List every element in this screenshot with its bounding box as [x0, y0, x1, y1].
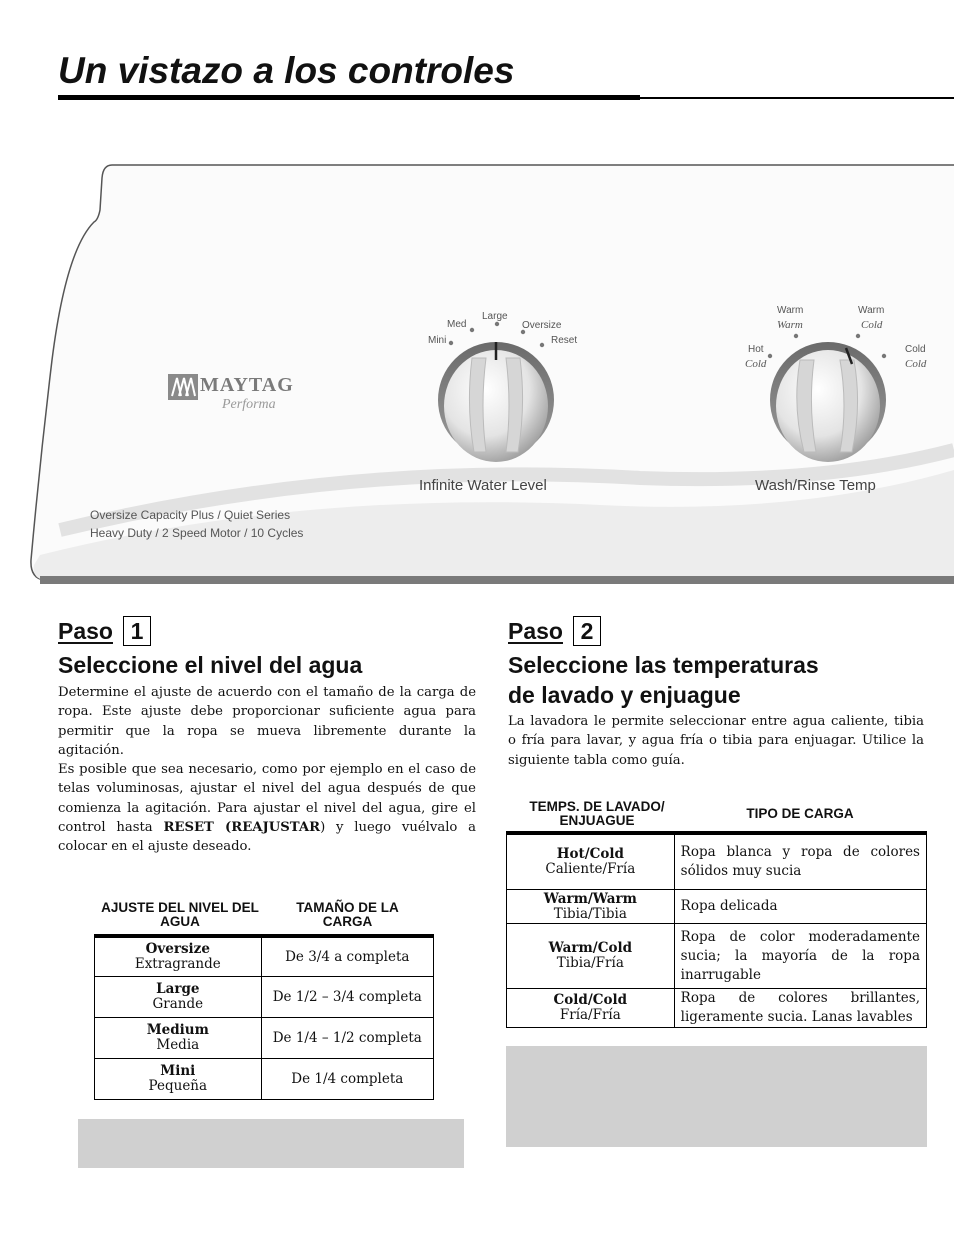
- water-table-header-setting: AJUSTE DEL NIVEL DEL AGUA: [101, 900, 259, 929]
- water-setting-med: Med: [447, 319, 467, 330]
- load-type-cell: Ropa blanca y ropa de colores sólidos muy sucia: [674, 835, 926, 890]
- temp-setting-hot-top: Hot: [748, 344, 764, 355]
- temp-cell: [507, 890, 675, 924]
- temp-cell: [507, 835, 675, 890]
- model-line-2: Heavy Duty / 2 Speed Motor / 10 Cycles: [90, 526, 304, 540]
- temp-es: Tibia/Tibia: [553, 905, 627, 922]
- setting-es: Extragrande: [134, 956, 221, 972]
- temp-en: Hot/Cold: [556, 846, 624, 862]
- water-setting-reset: Reset: [551, 335, 578, 346]
- step2-heading-line2: de lavado y enjuague: [508, 682, 741, 708]
- temp-setting-warm-top: Warm: [777, 305, 804, 316]
- step1-paragraph-1: Determine el ajuste de acuerdo con el tamaño de la carga de ropa. Este ajuste debe proporcionar suficiente agua para permitir que la ropa se mueva libremente durante la agitación.: [58, 685, 476, 758]
- water-level-table: [94, 937, 434, 1100]
- load-cell: De 1/4 completa: [261, 1059, 433, 1100]
- temp-setting-hot-bottom: Cold: [745, 358, 767, 370]
- temp-setting-warmcold-top: Warm: [858, 305, 885, 316]
- setting-en: Mini: [160, 1063, 196, 1079]
- setting-es: Grande: [152, 996, 204, 1012]
- table-row: [95, 1059, 434, 1100]
- temp-en: Warm/Warm: [543, 890, 637, 907]
- step1-paragraph-2: [58, 760, 476, 856]
- step1-number: 1: [123, 616, 151, 646]
- table-row: [507, 924, 927, 989]
- step2-gray-box: [506, 1046, 927, 1147]
- step2-paso: [508, 616, 601, 646]
- load-type-cell: Ropa delicada: [674, 890, 926, 924]
- load-cell: De 1/4 – 1/2 completa: [261, 1018, 433, 1059]
- temp-setting-warmcold-bottom: Cold: [861, 319, 883, 331]
- step1-paso-label: Paso: [58, 617, 113, 644]
- title-rule-thin: [640, 97, 954, 99]
- table-row: [507, 835, 927, 890]
- setting-cell: [95, 938, 262, 977]
- step2-heading: [508, 650, 819, 710]
- brand-sub: Performa: [222, 397, 276, 412]
- temp-setting-warm-bottom: Warm: [777, 319, 803, 331]
- table-row: [95, 977, 434, 1018]
- page-title: Un vistazo a los controles: [58, 50, 515, 91]
- temp-es: Tibia/Fría: [556, 955, 624, 971]
- load-type-cell: Ropa de colores brillantes, ligeramente sucia. Lanas lavables: [674, 989, 926, 1028]
- step1-heading: Seleccione el nivel del agua: [58, 652, 363, 678]
- setting-es: Pequeña: [148, 1078, 208, 1094]
- temp-cell: [507, 989, 675, 1028]
- step1-para2-bold: RESET (REAJUSTAR: [163, 819, 321, 835]
- water-setting-mini: Mini: [428, 335, 447, 346]
- setting-en: Medium: [146, 1022, 209, 1038]
- setting-en: Oversize: [145, 941, 210, 957]
- step1-paso: [58, 616, 151, 646]
- step1-para2-before: Es posible que sea necesario, como por ejemplo en el caso de telas voluminosas, ajustar el nivel del agua después de que comienza la agitación. Para ajustar el nivel del agua, gire el control hasta: [58, 762, 476, 835]
- temp-es: Fría/Fría: [559, 1007, 621, 1023]
- load-cell: De 3/4 a completa: [261, 938, 433, 977]
- water-setting-large: Large: [482, 311, 508, 322]
- temp-setting-cold-top: Cold: [905, 344, 926, 355]
- temp-cell: [507, 924, 675, 989]
- load-cell: De 1/2 – 3/4 completa: [261, 977, 433, 1018]
- table-row: [507, 890, 927, 924]
- step2-paso-label: Paso: [508, 617, 563, 644]
- temp-table-header-temps: TEMPS. DE LAVADO/ ENJUAGUE: [529, 799, 665, 828]
- model-line-1: Oversize Capacity Plus / Quiet Series: [90, 508, 291, 522]
- setting-cell: [95, 1059, 262, 1100]
- temp-table-header-load: TIPO DE CARGA: [746, 806, 854, 821]
- load-type-cell: Ropa de color moderadamente sucia; la mayoría de la ropa inarrugable: [674, 924, 926, 989]
- water-table-header-load: TAMAÑO DE LA CARGA: [296, 900, 399, 929]
- water-dial-label: Infinite Water Level: [419, 477, 547, 494]
- wash-temp-table: [506, 834, 927, 1028]
- title-rule: [58, 95, 640, 100]
- step1-gray-box: [78, 1119, 464, 1168]
- step2-number: 2: [573, 616, 601, 646]
- control-panel-illustration: [0, 160, 954, 585]
- setting-en: Large: [156, 981, 200, 997]
- maytag-logo-icon: [168, 374, 198, 400]
- setting-cell: [95, 1018, 262, 1059]
- table-row: [95, 938, 434, 977]
- water-setting-oversize: Oversize: [522, 320, 562, 331]
- temp-en: Warm/Cold: [548, 940, 633, 956]
- temp-setting-cold-bottom: Cold: [905, 358, 927, 370]
- temp-dial-label: Wash/Rinse Temp: [755, 477, 876, 494]
- setting-es: Media: [156, 1037, 200, 1053]
- setting-cell: [95, 977, 262, 1018]
- temp-en: Cold/Cold: [553, 992, 628, 1008]
- step1-para2-after: ) y luego vuélvalo a colocar en el ajuste deseado.: [58, 819, 476, 855]
- step2-heading-line1: Seleccione las temperaturas: [508, 652, 819, 678]
- brand-logo: MAYTAG: [200, 374, 294, 396]
- table-row: [95, 1018, 434, 1059]
- table-row: [507, 989, 927, 1028]
- temp-es: Caliente/Fría: [545, 861, 636, 877]
- step2-paragraph-1: La lavadora le permite seleccionar entre agua caliente, tibia o fría para lavar, y agua fría o tibia para enjuagar. Utilice la siguiente tabla como guía.: [508, 714, 924, 768]
